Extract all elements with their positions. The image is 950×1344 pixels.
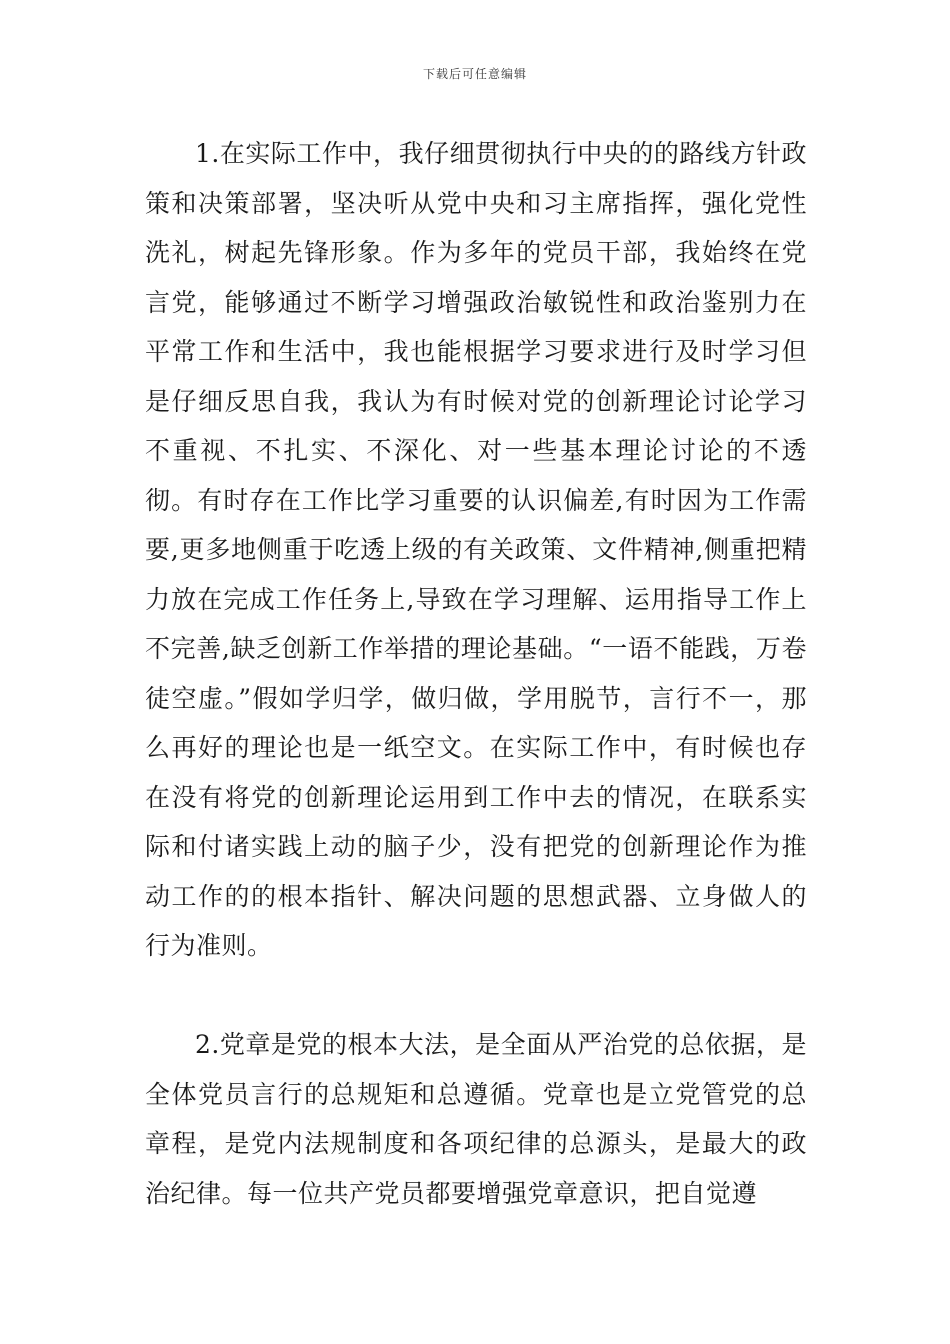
- document-body: [145, 129, 807, 1218]
- download-edit-note: 下载后可任意编辑: [422, 67, 527, 81]
- paragraph-1: 1.在实际工作中，我仔细贯彻执行中央的的路线方针政策和决策部署，坚决听从党中央和习主席指挥，强化党性洗礼，树起先锋形象。作为多年的党员干部，我始终在党言党，能够通过不断学习增强政治敏锐性和政治鉴别力在平常工作和生活中，我也能根据学习要求进行及时学习但是仔细反思自我，我认为有时候对党的创新理论讨论学习不重视、不扎实、不深化、对一些基本理论讨论的不透彻。有时存在工作比学习重要的认识偏差,有时因为工作需要,更多地侧重于吃透上级的有关政策、文件精神,侧重把精力放在完成工作任务上,导致在学习理解、运用指导工作上不完善,缺乏创新工作举措的理论基础。“一语不能践，万卷徒空虚。”假如学归学，做归做，学用脱节，言行不一，那么再好的理论也是一纸空文。在实际工作中，有时候也存在没有将党的创新理论运用到工作中去的情况，在联系实际和付诸实践上动的脑子少，没有把党的创新理论作为推动工作的的根本指针、解决问题的思想武器、立身做人的行为准则。: [145, 139, 807, 960]
- paragraph-2: 2.党章是党的根本大法，是全面从严治党的总依据，是全体党员言行的总规矩和总遵循。党章也是立党管党的总章程，是党内法规制度和各项纪律的总源头，是最大的政治纪律。每一位共产党员都要增强党章意识，把自觉遵: [145, 1030, 807, 1208]
